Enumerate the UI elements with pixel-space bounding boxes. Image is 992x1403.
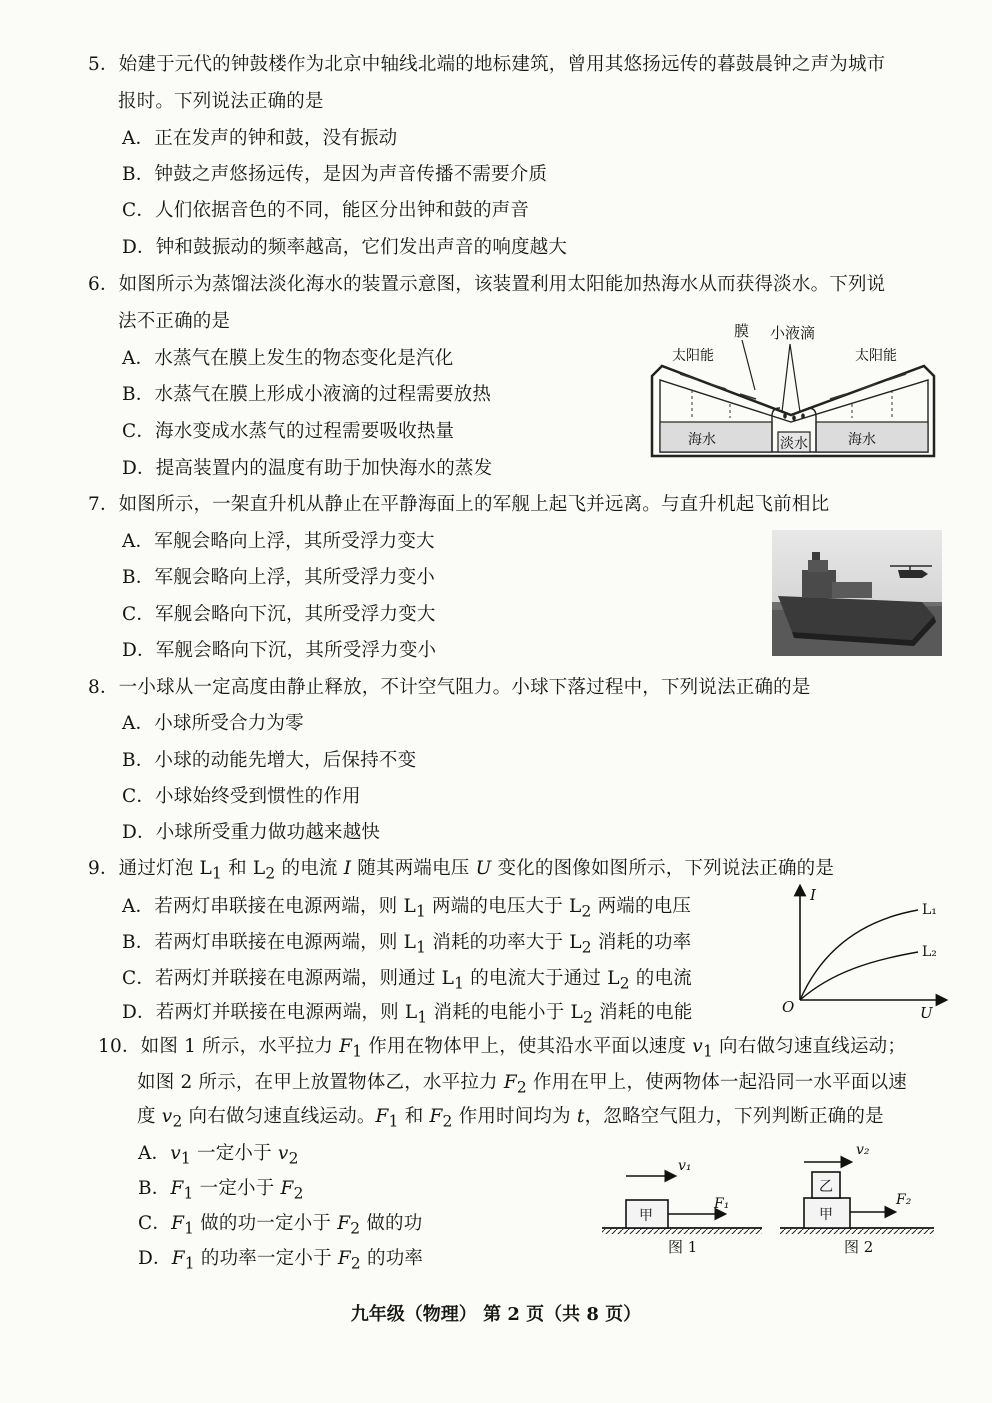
subscript: 2 xyxy=(350,1219,361,1238)
q9-stem-part: 变化的图像如图所示，下列说法正确的是 xyxy=(491,858,835,879)
force-symbol: F xyxy=(375,1106,389,1127)
block-jia-1: 甲 xyxy=(639,1208,653,1224)
q6-stem-line2: 法不正确的是 xyxy=(118,311,231,332)
subscript: 1 xyxy=(388,1112,399,1131)
text-part: 10．如图 1 所示，水平拉力 xyxy=(98,1036,340,1057)
subscript: 1 xyxy=(184,1254,195,1273)
q9-option-c xyxy=(122,966,692,997)
subscript: 1 xyxy=(415,902,426,921)
text-part: 做的功 xyxy=(360,1213,423,1234)
voltage-symbol: U xyxy=(475,858,492,879)
q6-option-a: A．水蒸气在膜上发生的物态变化是汽化 xyxy=(122,348,454,369)
velocity-symbol: v xyxy=(161,1106,173,1127)
text-part: 两端的电压大于 L xyxy=(425,896,582,917)
velocity-symbol: v xyxy=(692,1036,703,1057)
force-symbol: F xyxy=(339,1036,353,1057)
q8-stem: 8．一小球从一定高度由静止释放，不计空气阻力。小球下落过程中，下列说法正确的是 xyxy=(88,677,811,698)
subscript: 2 xyxy=(293,1184,304,1203)
q9-stem-part: 9．通过灯泡 L xyxy=(88,858,213,879)
q8-option-d: D．小球所受重力做功越来越快 xyxy=(122,822,381,843)
velocity-symbol: v xyxy=(277,1143,289,1164)
text-part: 和 xyxy=(398,1106,430,1127)
subscript: 2 xyxy=(619,974,630,993)
x-axis-label: U xyxy=(920,1004,933,1022)
q8-option-a: A．小球所受合力为零 xyxy=(122,713,304,734)
force-symbol: F xyxy=(280,1178,294,1199)
text-part: 的电流大于通过 L xyxy=(464,968,620,989)
force-symbol: F xyxy=(170,1178,184,1199)
text-part: 向右做匀速直线运动； xyxy=(712,1036,907,1057)
text-part: 的功率 xyxy=(360,1248,424,1269)
membrane-label: 膜 xyxy=(734,322,750,340)
q7-option-a: A．军舰会略向上浮，其所受浮力变大 xyxy=(122,531,435,552)
force-f1-label: F₁ xyxy=(714,1196,730,1212)
text-part: 作用时间均为 xyxy=(452,1106,577,1127)
q7-stem: 7．如图所示，一架直升机从静止在平静海面上的军舰上起飞并远离。与直升机起飞前相比 xyxy=(88,494,830,515)
q9-option-b xyxy=(122,930,691,961)
q6-option-c: C．海水变成水蒸气的过程需要吸收热量 xyxy=(122,421,455,442)
sea-water-left: 海水 xyxy=(688,432,716,448)
force-symbol: F xyxy=(171,1248,185,1269)
current-symbol: I xyxy=(343,858,352,879)
velocity-v1-label: v₁ xyxy=(678,1158,692,1174)
text-part: 的电流 xyxy=(629,968,692,989)
subscript: 1 xyxy=(702,1042,713,1061)
subscript: 2 xyxy=(581,938,592,957)
text-part: 消耗的电能 xyxy=(593,1002,693,1023)
sea-water-right: 海水 xyxy=(848,432,876,448)
curve-l1-label: L₁ xyxy=(922,902,937,918)
subscript: 1 xyxy=(352,1042,363,1061)
q7-option-d: D．军舰会略向下沉，其所受浮力变小 xyxy=(122,640,437,661)
subscript: 1 xyxy=(454,974,465,993)
text-part: 一定小于 xyxy=(193,1178,281,1199)
warship-photo xyxy=(772,530,942,656)
curve-l2 xyxy=(800,952,918,1000)
subscript: 2 xyxy=(582,1008,593,1027)
text-part: 一定小于 xyxy=(190,1143,278,1164)
subscript: 1 xyxy=(184,1219,195,1238)
q7-option-b: B．军舰会略向上浮，其所受浮力变小 xyxy=(122,567,435,588)
fresh-water: 淡水 xyxy=(780,436,808,452)
force-symbol: F xyxy=(337,1213,351,1234)
text-part: 的功率一定小于 xyxy=(194,1248,338,1269)
velocity-v2-label: v₂ xyxy=(856,1142,870,1158)
subscript: 1 xyxy=(183,1184,194,1203)
text-part: C．若两灯并联接在电源两端，则通过 L xyxy=(122,968,455,989)
subscript: 2 xyxy=(172,1112,183,1131)
sun-label-right: 太阳能 xyxy=(855,348,897,364)
q9-stem-part: 随其两端电压 xyxy=(351,858,476,879)
distillation-diagram xyxy=(640,318,945,468)
droplet-label: 小液滴 xyxy=(770,324,816,342)
q8-option-c: C．小球始终受到惯性的作用 xyxy=(122,786,361,807)
force-symbol: F xyxy=(171,1213,185,1234)
text-part: 消耗的电能小于 L xyxy=(427,1002,583,1023)
text-part: A．若两灯串联接在电源两端，则 L xyxy=(122,896,416,917)
subscript: 1 xyxy=(416,938,427,957)
q6-stem-line1: 6．如图所示为蒸馏法淡化海水的装置示意图，该装置利用太阳能加热海水从而获得淡水。下列说 xyxy=(88,274,886,295)
text-part: 两端的电压 xyxy=(591,896,692,917)
text-part: 消耗的功率大于 L xyxy=(426,932,582,953)
force-symbol: F xyxy=(429,1106,443,1127)
velocity-symbol: v xyxy=(170,1143,181,1164)
q5-stem-line1: 5．始建于元代的钟鼓楼作为北京中轴线北端的地标建筑，曾用其悠扬远传的暮鼓晨钟之声为城市 xyxy=(88,54,886,75)
text-part: B．若两灯串联接在电源两端，则 L xyxy=(122,932,417,953)
time-symbol: t xyxy=(576,1106,585,1127)
q5-stem-line2: 报时。下列说法正确的是 xyxy=(118,91,324,112)
text-part: 度 xyxy=(137,1106,162,1127)
q6-option-d: D．提高装置内的温度有助于加快海水的蒸发 xyxy=(122,458,493,479)
force-diagrams xyxy=(598,1140,938,1260)
q5-option-a: A．正在发声的钟和鼓，没有振动 xyxy=(122,128,398,149)
text-part: 作用在甲上，使两物体一起沿同一水平面以速 xyxy=(526,1072,907,1093)
q5-option-b: B．钟鼓之声悠扬远传，是因为声音传播不需要介质 xyxy=(122,164,548,185)
text-part: 向右做匀速直线运动。 xyxy=(182,1106,376,1127)
q10-option-a xyxy=(138,1141,299,1172)
q6-option-b: B．水蒸气在膜上形成小液滴的过程需要放热 xyxy=(122,384,492,405)
q9-stem-part: 和 L xyxy=(222,858,266,879)
subscript: 1 xyxy=(212,864,223,883)
force-f2-label: F₂ xyxy=(896,1192,912,1208)
subscript: 2 xyxy=(350,1254,361,1273)
force-symbol: F xyxy=(503,1072,517,1093)
subscript: 2 xyxy=(442,1112,453,1131)
block-jia-2: 甲 xyxy=(819,1207,833,1223)
q9-stem xyxy=(88,856,834,887)
origin-label: O xyxy=(782,998,795,1016)
q10-option-b xyxy=(138,1176,304,1207)
q9-option-d xyxy=(122,1000,693,1031)
text-part: 做的功一定小于 xyxy=(194,1213,338,1234)
text-part: 如图 2 所示，在甲上放置物体乙，水平拉力 xyxy=(137,1072,504,1093)
text-part: 消耗的功率 xyxy=(591,932,692,953)
subscript: 2 xyxy=(581,902,592,921)
page-footer: 九年级（物理） 第 2 页（共 8 页） xyxy=(350,1304,642,1325)
text-part: A． xyxy=(138,1143,171,1164)
text-part: C． xyxy=(138,1213,172,1234)
q10-stem-line3 xyxy=(137,1104,884,1135)
q10-option-c xyxy=(138,1211,422,1242)
subscript: 1 xyxy=(180,1149,191,1168)
iu-graph xyxy=(772,880,952,1022)
text-part: B． xyxy=(138,1178,171,1199)
q5-option-d: D．钟和鼓振动的频率越高，它们发出声音的响度越大 xyxy=(122,237,568,258)
q10-stem-line2 xyxy=(137,1070,907,1101)
subscript: 2 xyxy=(516,1078,527,1097)
text-part: ，忽略空气阻力，下列判断正确的是 xyxy=(584,1106,884,1127)
q5-option-c: C．人们依据音色的不同，能区分出钟和鼓的声音 xyxy=(122,200,530,221)
q9-stem-part: 的电流 xyxy=(275,858,344,879)
sun-label-left: 太阳能 xyxy=(672,348,714,364)
text-part: D．若两灯并联接在电源两端，则 L xyxy=(122,1002,418,1023)
figure-2-caption: 图 2 xyxy=(844,1238,874,1256)
text-part: D． xyxy=(138,1248,172,1269)
figure-1-caption: 图 1 xyxy=(668,1238,698,1256)
q10-stem-line1 xyxy=(98,1034,906,1065)
force-symbol: F xyxy=(337,1248,351,1269)
curve-l2-label: L₂ xyxy=(922,944,937,960)
block-yi: 乙 xyxy=(819,1179,833,1195)
text-part: 作用在物体甲上，使其沿水平面以速度 xyxy=(362,1036,693,1057)
q8-option-b: B．小球的动能先增大，后保持不变 xyxy=(122,750,417,771)
subscript: 2 xyxy=(265,864,276,883)
q10-option-d xyxy=(138,1246,423,1277)
q9-option-a xyxy=(122,894,691,925)
q7-option-c: C．军舰会略向下沉，其所受浮力变大 xyxy=(122,604,436,625)
subscript: 1 xyxy=(417,1008,428,1027)
subscript: 2 xyxy=(288,1149,299,1168)
y-axis-label: I xyxy=(810,886,816,904)
